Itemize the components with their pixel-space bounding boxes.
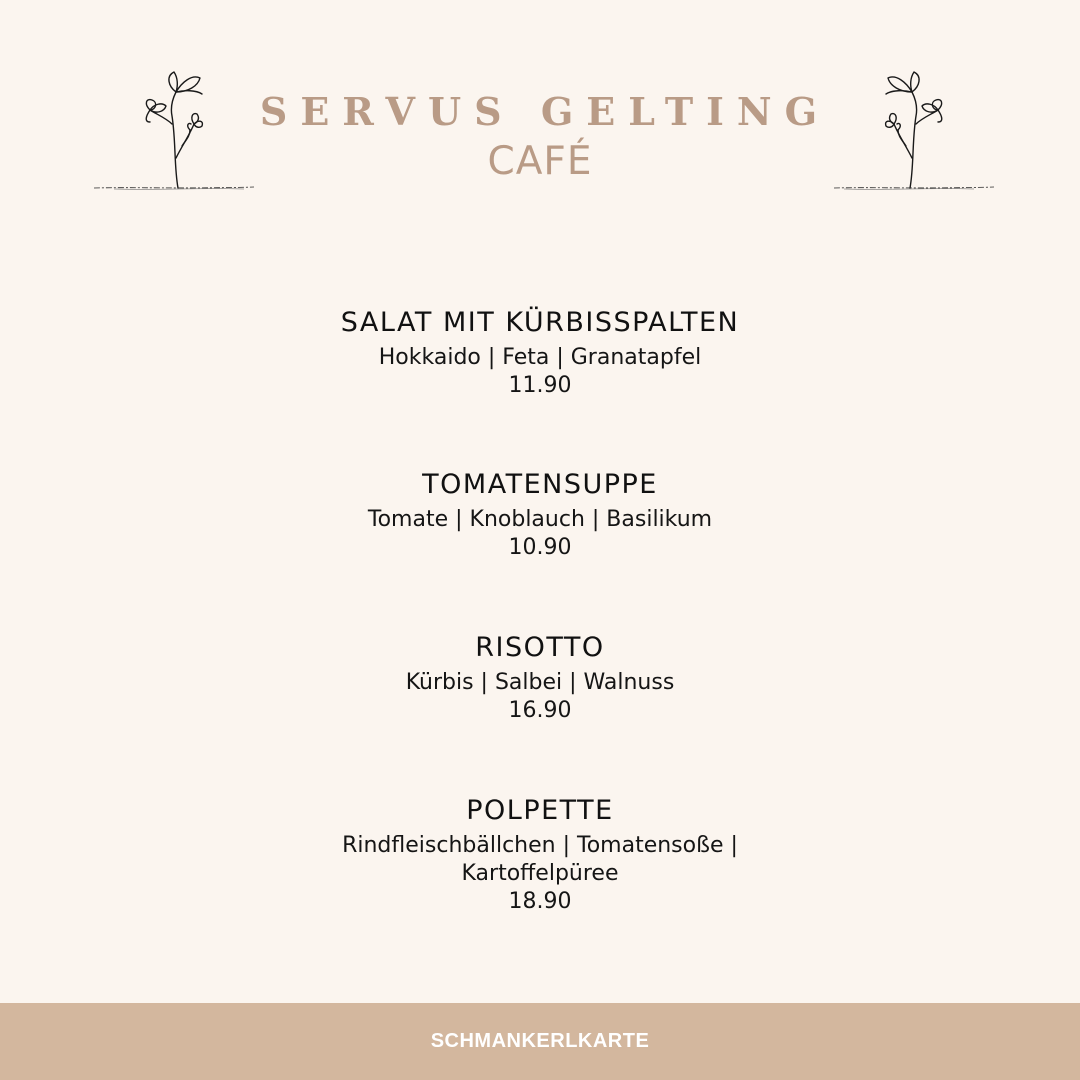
footer-label: SCHMANKERLKARTE <box>430 1030 650 1052</box>
footer-band <box>0 1003 1080 1080</box>
page-title: SERVUS GELTING <box>259 89 831 134</box>
menu-item-price: 18.90 <box>508 889 572 914</box>
menu-item-name: RISOTTO <box>475 632 605 663</box>
menu-item-name: POLPETTE <box>466 795 614 826</box>
menu-item-description: Kürbis | Salbei | Walnuss <box>405 670 675 695</box>
menu-item <box>0 631 1080 725</box>
menu-item-price: 11.90 <box>508 373 572 398</box>
menu-item-price: 16.90 <box>508 698 572 723</box>
menu-item-price: 10.90 <box>508 535 572 560</box>
menu-item-name: SALAT MIT KÜRBISSPALTEN <box>340 307 740 338</box>
menu-item-description: Tomate | Knoblauch | Basilikum <box>367 507 713 532</box>
menu-item-description: Hokkaido | Feta | Granatapfel <box>378 345 702 370</box>
menu-item <box>0 306 1080 400</box>
menu-item-description: Rindfleischbällchen | Tomatensoße | Kartoffelpüree <box>342 833 738 886</box>
menu-item <box>0 468 1080 562</box>
page-subtitle: CAFÉ <box>487 139 593 184</box>
menu-item <box>0 794 1080 916</box>
menu-item-name: TOMATENSUPPE <box>422 469 658 500</box>
